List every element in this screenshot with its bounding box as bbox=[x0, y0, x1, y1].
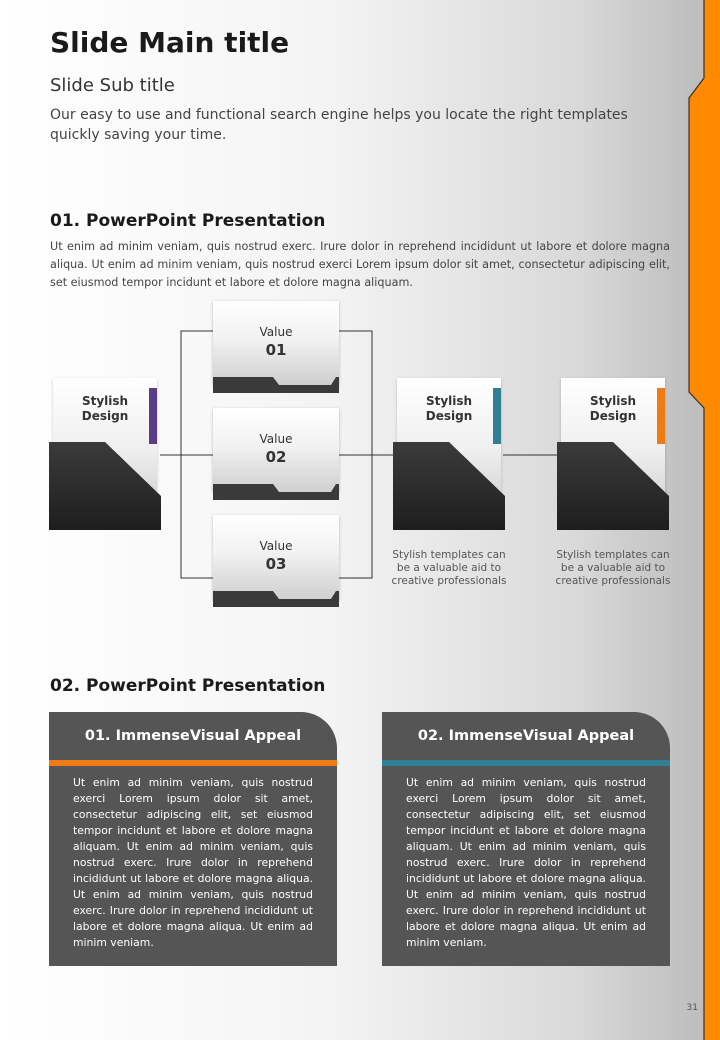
folder-title-line2: Design bbox=[425, 409, 473, 423]
folder-front bbox=[557, 442, 669, 530]
page-number: 31 bbox=[686, 1003, 698, 1013]
folder-title bbox=[53, 394, 157, 424]
section1-body: Ut enim ad minim veniam, quis nostrud exerc. Irure dolor in reprehend incididunt ut labore et dolore magna aliqua. Ut enim ad minim veniam, quis nostrud exerci Lorem ipsum dolor sit amet, consectetur adipiscing elit, set eiusmod tempor incidunt et labore et dolore magna aliquam. bbox=[50, 240, 670, 289]
value-card-base bbox=[213, 484, 339, 500]
value-card-2 bbox=[213, 408, 339, 500]
folder-title bbox=[561, 394, 665, 424]
page-subtitle: Slide Sub title bbox=[50, 75, 175, 96]
value-card-base bbox=[213, 377, 339, 393]
value-number: 03 bbox=[265, 555, 287, 573]
folder-shape-1 bbox=[49, 378, 161, 530]
folder-title-line2: Design bbox=[589, 409, 637, 423]
folder-title-line1: Stylish bbox=[81, 394, 129, 408]
folder-caption-3: Stylish templates can be a valuable aid to creative professionals bbox=[555, 549, 671, 587]
folder-title bbox=[397, 394, 501, 424]
value-label: Value bbox=[259, 432, 293, 446]
page-description: Our easy to use and functional search engine helps you locate the right templates quickly saving your time. bbox=[50, 107, 628, 143]
folder-title-line2: Design bbox=[81, 409, 129, 423]
value-card-3 bbox=[213, 515, 339, 607]
value-number: 02 bbox=[265, 448, 287, 466]
info-card-2 bbox=[382, 712, 670, 966]
card-text: Ut enim ad minim veniam, quis nostrud exerci Lorem ipsum dolor sit amet, consectetur adipiscing elit, set eiusmod tempor incidunt et labore et dolore magna aliquam. Ut enim ad minim veniam, quis nostrud exerc. Irure dolor in reprehend incididunt ut labore et dolore magna aliqua. Ut enim ad minim veniam, quis nostrud exerc. Irure dolor in reprehend incididunt ut labore et dolore magna aliqua. Ut enim ad minim veniam. bbox=[73, 776, 313, 949]
value-card-1 bbox=[213, 301, 339, 393]
card-text: Ut enim ad minim veniam, quis nostrud exerci Lorem ipsum dolor sit amet, consectetur adipiscing elit, set eiusmod tempor incidunt et labore et dolore magna aliquam. Ut enim ad minim veniam, quis nostrud exerc. Irure dolor in reprehend incididunt ut labore et dolore magna aliqua. Ut enim ad minim veniam, quis nostrud exerc. Irure dolor in reprehend incididunt ut labore et dolore magna aliqua. Ut enim ad minim veniam. bbox=[406, 776, 646, 949]
folder-title-line1: Stylish bbox=[425, 394, 473, 408]
card-title: 01. ImmenseVisual Appeal bbox=[84, 728, 302, 744]
page-title: Slide Main title bbox=[50, 26, 290, 59]
value-label: Value bbox=[259, 325, 293, 339]
folder-shape-2 bbox=[393, 378, 505, 530]
section1-heading: 01. PowerPoint Presentation bbox=[50, 211, 326, 231]
value-label: Value bbox=[259, 539, 293, 553]
folder-title-line1: Stylish bbox=[589, 394, 637, 408]
value-number: 01 bbox=[265, 341, 287, 359]
info-card-1 bbox=[49, 712, 337, 966]
folder-front bbox=[393, 442, 505, 530]
card-title: 02. ImmenseVisual Appeal bbox=[417, 728, 635, 744]
folder-front bbox=[49, 442, 161, 530]
section2-heading: 02. PowerPoint Presentation bbox=[50, 676, 326, 696]
folder-shape-3 bbox=[557, 378, 669, 530]
folder-caption-2: Stylish templates can be a valuable aid to creative professionals bbox=[391, 549, 507, 587]
value-card-base bbox=[213, 591, 339, 607]
